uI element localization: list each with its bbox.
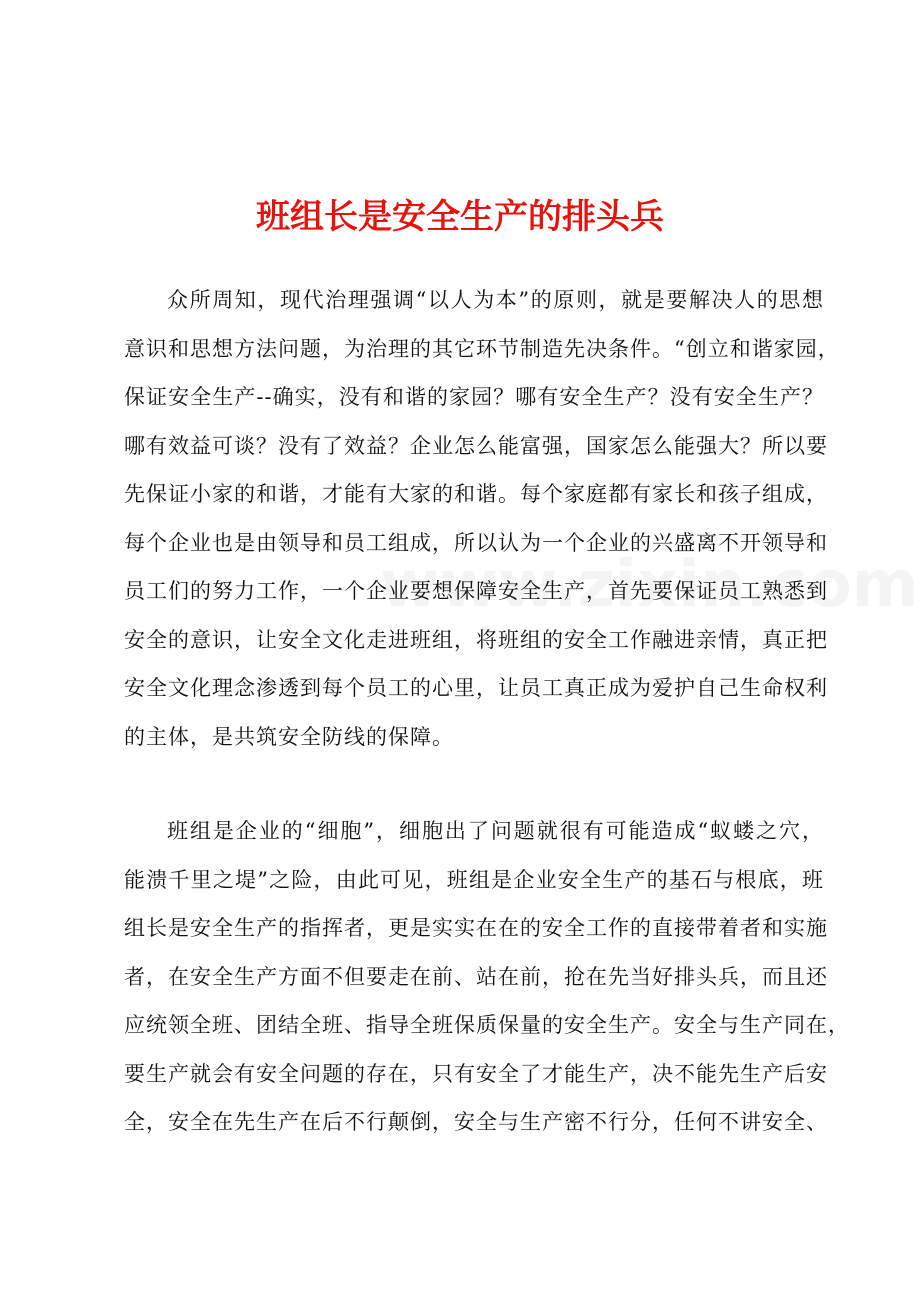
text-line: 组长是安全生产的指挥者，更是实实在在的安全工作的直接带着者和实施 bbox=[124, 916, 828, 940]
text-line: 每个企业也是由领导和员工组成，所以认为一个企业的兴盛离不开领导和 bbox=[124, 530, 828, 555]
text-line: 能溃千里之堤”之险，由此可见，班组是企业安全生产的基石与根底，班 bbox=[124, 867, 824, 892]
text-line: 安全的意识，让安全文化走进班组，将班组的安全工作融进亲情，真正把 bbox=[124, 627, 828, 652]
text-line: 保证安全生产--确实，没有和谐的家园？哪有安全生产？没有安全生产？ bbox=[124, 385, 824, 409]
paragraph-1 bbox=[124, 276, 840, 761]
text-line: 应统领全班、团结全班、指导全班保质保量的安全生产。安全与生产同在， bbox=[124, 1013, 850, 1037]
paragraph-2 bbox=[124, 807, 850, 1147]
text-line: 的主体，是共筑安全防线的保障。 bbox=[124, 724, 454, 749]
text-line: 全，安全在先生产在后不行颠倒，安全与生产密不行分，任何不讲安全、 bbox=[124, 1110, 828, 1134]
document-title: 班组长是安全生产的排头兵 bbox=[256, 197, 664, 237]
text-line: 先保证小家的和谐，才能有大家的和谐。每个家庭都有家长和孩子组成， bbox=[124, 482, 828, 506]
text-line: 意识和思想方法问题，为治理的其它环节制造先决条件。“创立和谐家园， bbox=[124, 336, 840, 361]
text-line: 员工们的努力工作，一个企业要想保障安全生产，首先要保证员工熟悉到 bbox=[124, 579, 828, 603]
text-line: 要生产就会有安全问题的存在，只有安全了才能生产，决不能先生产后安 bbox=[124, 1061, 828, 1086]
text-line: 众所周知，现代治理强调“以人为本”的原则，就是要解决人的思想 bbox=[167, 288, 824, 312]
text-line: 者，在安全生产方面不但要走在前、站在前，抢在先当好排头兵，而且还 bbox=[124, 964, 828, 989]
text-line: 哪有效益可谈？没有了效益？企业怎么能富强，国家怎么能强大？所以要 bbox=[124, 433, 828, 458]
text-line: 安全文化理念渗透到每个员工的心里，让员工真正成为爱护自己生命权利 bbox=[124, 676, 828, 700]
text-line: 班组是企业的“细胞”，细胞出了问题就很有可能造成“蚁蝼之穴， bbox=[167, 819, 824, 843]
